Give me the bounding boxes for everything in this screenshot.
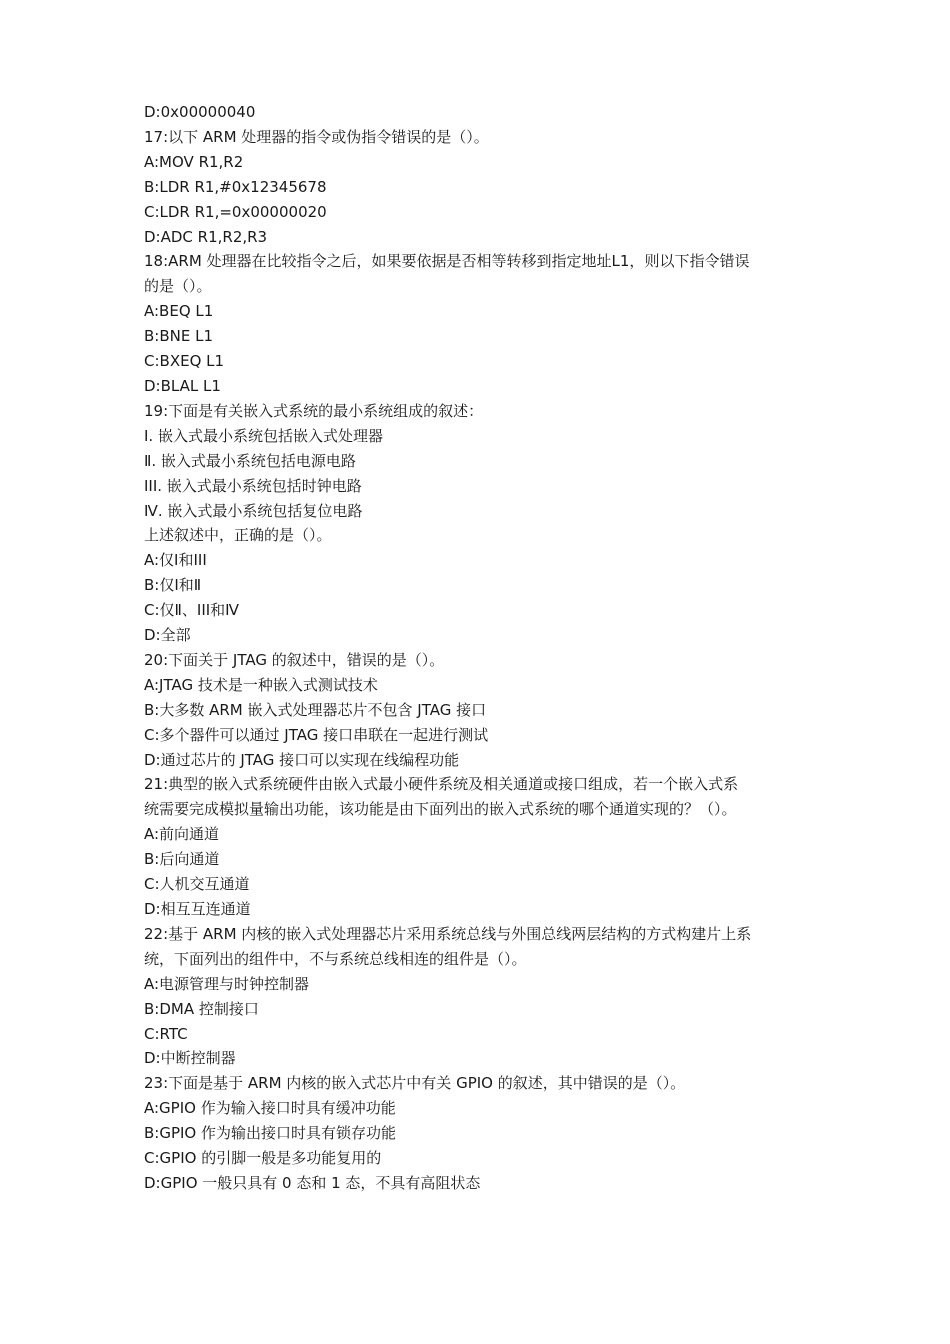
question-19-prompt: 上述叙述中，正确的是（）。	[144, 526, 332, 545]
question-20: 20:下面关于 JTAG 的叙述中，错误的是（）。	[144, 650, 445, 669]
option-line: C:RTC	[144, 1024, 188, 1043]
option-line: C:人机交互通道	[144, 875, 250, 894]
option-line: D:全部	[144, 626, 191, 645]
option-line: B:DMA 控制接口	[144, 999, 259, 1018]
option-line: B:大多数 ARM 嵌入式处理器芯片不包含 JTAG 接口	[144, 700, 487, 719]
statement-line: Ⅳ. 嵌入式最小系统包括复位电路	[144, 501, 363, 520]
option-line: B:BNE L1	[144, 327, 214, 346]
option-line: D:中断控制器	[144, 1049, 236, 1068]
option-line: B:后向通道	[144, 850, 220, 869]
option-line: A:BEQ L1	[144, 302, 214, 321]
option-line: C:BXEQ L1	[144, 352, 225, 371]
option-line: D:GPIO 一般只具有 0 态和 1 态，不具有高阻状态	[144, 1173, 481, 1192]
option-line: A:电源管理与时钟控制器	[144, 974, 310, 993]
statement-line: III. 嵌入式最小系统包括时钟电路	[144, 476, 362, 495]
option-line: D:ADC R1,R2,R3	[144, 227, 268, 246]
option-line: C:仅Ⅱ、III和Ⅳ	[144, 601, 240, 620]
option-line: D:0x00000040	[144, 103, 256, 121]
option-line: B:仅Ⅰ和Ⅱ	[144, 576, 202, 595]
question-21: 21:典型的嵌入式系统硬件由嵌入式最小硬件系统及相关通道或接口组成，若一个嵌入式系	[144, 775, 739, 794]
question-19: 19:下面是有关嵌入式系统的最小系统组成的叙述：	[144, 401, 484, 420]
question-21-continued: 统需要完成模拟量输出功能，该功能是由下面列出的嵌入式系统的哪个通道实现的？（）。	[144, 800, 737, 819]
option-line: A:GPIO 作为输入接口时具有缓冲功能	[144, 1099, 396, 1118]
option-line: B:LDR R1,#0x12345678	[144, 177, 327, 196]
option-line: A:JTAG 技术是一种嵌入式测试技术	[144, 675, 378, 694]
option-line: C:LDR R1,=0x00000020	[144, 202, 327, 221]
option-line: A:仅Ⅰ和III	[144, 551, 207, 570]
question-22-continued: 统，下面列出的组件中，不与系统总线相连的组件是（）。	[144, 949, 527, 968]
question-18-continued: 的是（）。	[144, 277, 212, 296]
option-line: B:GPIO 作为输出接口时具有锁存功能	[144, 1124, 397, 1143]
document-page	[144, 100, 814, 1196]
option-line: A:前向通道	[144, 825, 220, 844]
option-line: C:多个器件可以通过 JTAG 接口串联在一起进行测试	[144, 725, 489, 744]
option-line: D:相互互连通道	[144, 900, 251, 918]
question-18: 18:ARM 处理器在比较指令之后，如果要依据是否相等转移到指定地址L1，则以下指令错误	[144, 252, 750, 271]
question-23: 23:下面是基于 ARM 内核的嵌入式芯片中有关 GPIO 的叙述，其中错误的是（）。	[144, 1074, 686, 1093]
option-line: D:BLAL L1	[144, 376, 221, 395]
question-17: 17:以下 ARM 处理器的指令或伪指令错误的是（）。	[144, 127, 489, 146]
option-line: C:GPIO 的引脚一般是多功能复用的	[144, 1149, 382, 1168]
option-line: D:通过芯片的 JTAG 接口可以实现在线编程功能	[144, 750, 460, 769]
option-line: A:MOV R1,R2	[144, 152, 244, 171]
statement-line: Ⅰ. 嵌入式最小系统包括嵌入式处理器	[144, 426, 383, 445]
question-22: 22:基于 ARM 内核的嵌入式处理器芯片采用系统总线与外围总线两层结构的方式构建片上系	[144, 924, 752, 943]
statement-line: Ⅱ. 嵌入式最小系统包括电源电路	[144, 451, 356, 470]
